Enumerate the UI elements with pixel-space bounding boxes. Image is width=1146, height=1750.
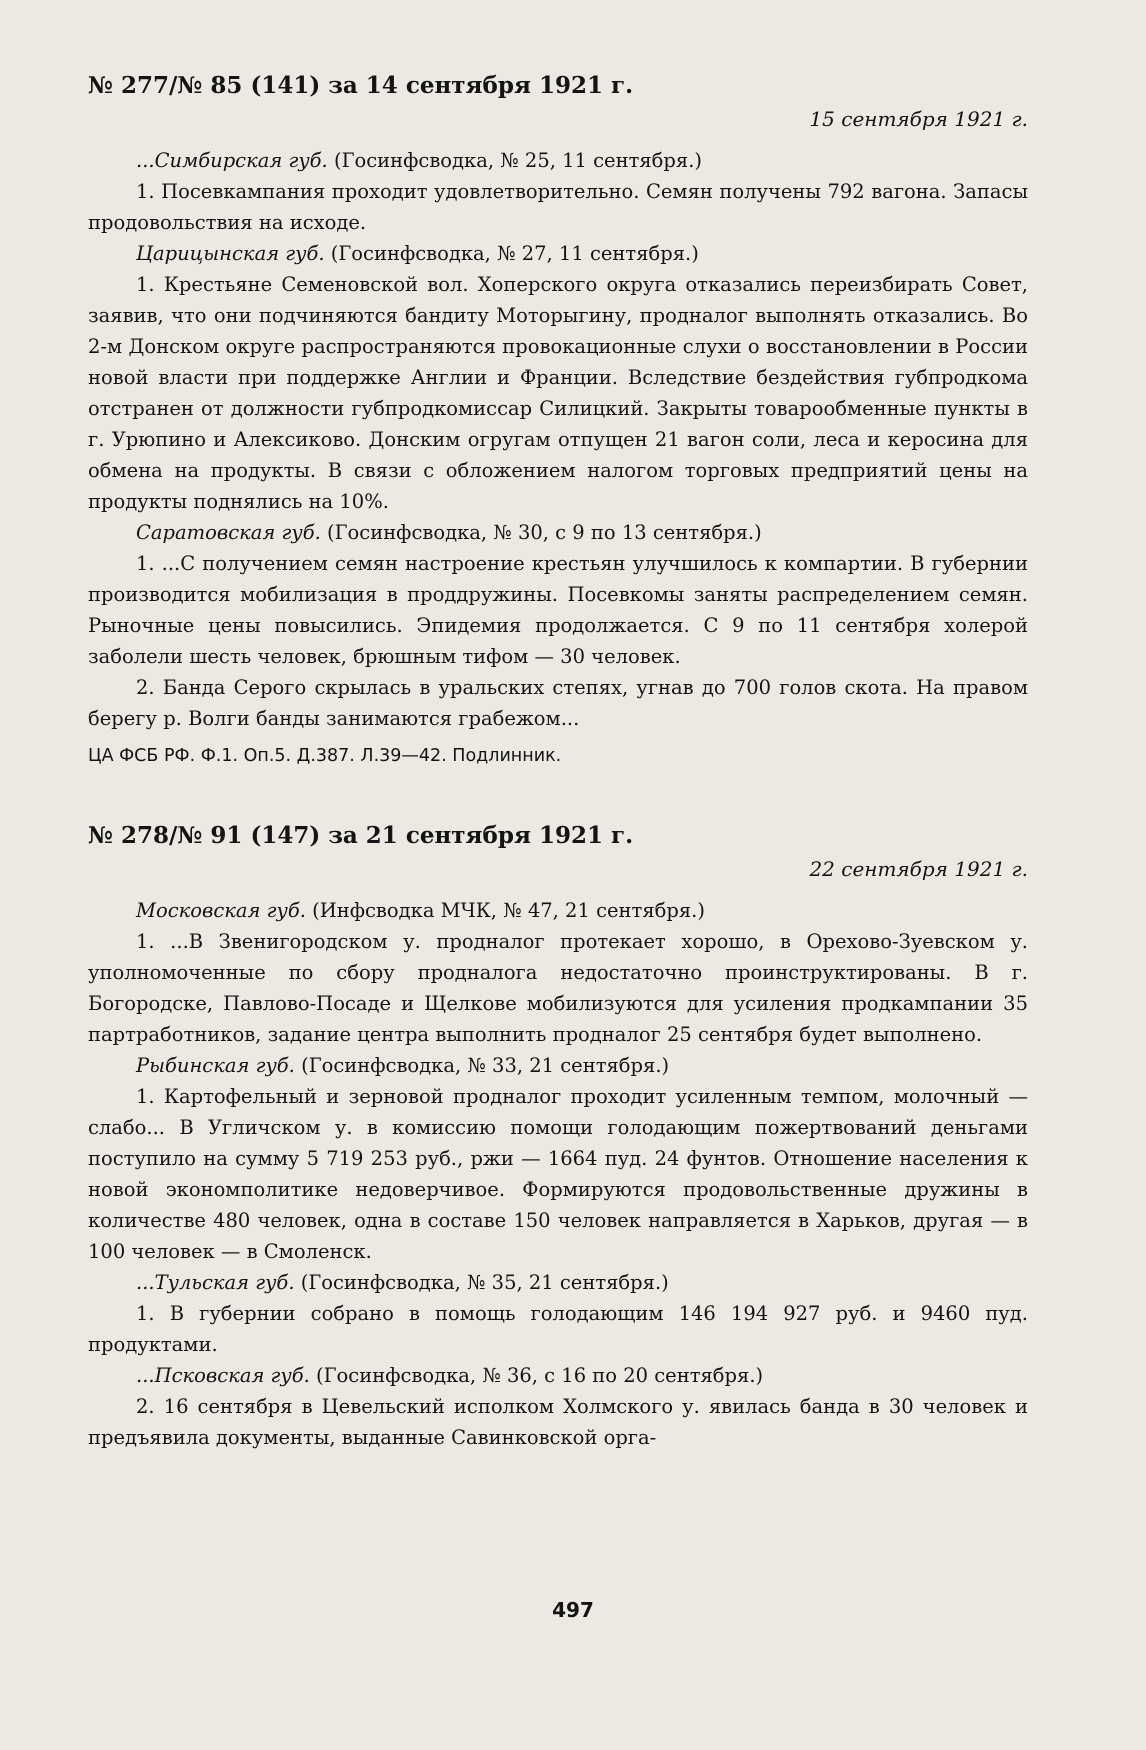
entry-date: 15 сентября 1921 г.: [809, 107, 1028, 131]
region-name: Московская губ.: [136, 899, 306, 922]
region-source: (Инфсводка МЧК, № 47, 21 сентября.): [305, 899, 705, 922]
region-line: [88, 1360, 1028, 1391]
region-name: ...Тульская губ.: [136, 1271, 295, 1294]
page-number: 497: [552, 1598, 594, 1622]
report-paragraph: 1. ...В Звенигородском у. продналог протекает хорошо, в Орехово-Зуевском у. уполномоченные по сбору продналога недостаточно проинструктированы. В г. Богородске, Павлово-Посаде и Щелкове мобилизуются для усиления продкампании 35 партработников, задание центра выполнить продналог 25 сентября будет выполнено.: [88, 930, 1028, 1046]
region-source: (Госинфсводка, № 36, с 16 по 20 сентября.): [309, 1364, 764, 1387]
report-paragraph: 2. 16 сентября в Цевельский исполком Холмского у. явилась банда в 30 человек и предъявила документы, выданные Савинковской орга-: [88, 1395, 1028, 1449]
region-source: (Госинфсводка, № 33, 21 сентября.): [294, 1054, 670, 1077]
region-line: [88, 1267, 1028, 1298]
report-paragraph: 2. Банда Серого скрылась в уральских степях, угнав до 700 голов скота. На правом берегу р. Волги банды занимаются грабежом...: [88, 676, 1028, 730]
archive-reference: ЦА ФСБ РФ. Ф.1. Оп.5. Д.387. Л.39—42. Подлинник.: [88, 746, 562, 766]
region-source: (Госинфсводка, № 25, 11 сентября.): [327, 149, 703, 172]
region-source: (Госинфсводка, № 30, с 9 по 13 сентября.): [320, 521, 762, 544]
region-name: Саратовская губ.: [136, 521, 321, 544]
region-source: (Госинфсводка, № 27, 11 сентября.): [324, 242, 699, 265]
report-paragraph: 1. В губернии собрано в помощь голодающим 146 194 927 руб. и 9460 пуд. продуктами.: [88, 1302, 1028, 1356]
region-line: [88, 1050, 1028, 1081]
document-entry-278: [88, 822, 1028, 1453]
region-name: Царицынская губ.: [136, 242, 325, 265]
entry-heading: № 278/№ 91 (147) за 21 сентября 1921 г.: [88, 822, 634, 849]
region-line: [88, 238, 1028, 269]
region-source: (Госинфсводка, № 35, 21 сентября.): [294, 1271, 669, 1294]
region-name: ...Псковская губ.: [136, 1364, 310, 1387]
entry-date: 22 сентября 1921 г.: [809, 857, 1028, 881]
report-paragraph: 1. Посевкампания проходит удовлетворительно. Семян получены 792 вагона. Запасы продовольствия на исходе.: [88, 180, 1028, 234]
region-name: Рыбинская губ.: [136, 1054, 295, 1077]
region-name: ...Симбирская губ.: [136, 149, 328, 172]
entry-heading: № 277/№ 85 (141) за 14 сентября 1921 г.: [88, 72, 634, 99]
report-paragraph: 1. Крестьяне Семеновской вол. Хоперского округа отказались переизбирать Совет, заявив, что они подчиняются бандиту Моторыгину, продналог выполнять отказались. Во 2-м Донском округе распространяются провокационные слухи о восстановлении в России новой власти при поддержке Англии и Франции. Вследствие бездействия губпродкома отстранен от должности губпродкомиссар Силицкий. Закрыты товарообменные пункты в г. Урюпино и Алексиково. Донским огругам отпущен 21 вагон соли, леса и керосина для обмена на продукты. В связи с обложением налогом торговых предприятий цены на продукты поднялись на 10%.: [88, 273, 1028, 513]
region-line: [88, 145, 1028, 176]
report-paragraph: 1. ...С получением семян настроение крестьян улучшилось к компартии. В губернии производится мобилизация в проддружины. Посевкомы заняты распределением семян. Рыночные цены повысились. Эпидемия продолжается. С 9 по 11 сентября холерой заболели шесть человек, брюшным тифом — 30 человек.: [88, 552, 1028, 668]
region-line: [88, 895, 1028, 926]
document-entry-277: [88, 72, 1028, 766]
region-line: [88, 517, 1028, 548]
report-paragraph: 1. Картофельный и зерновой продналог проходит усиленным темпом, молочный — слабо... В Угличском у. в комиссию помощи голодающим пожертвований деньгами поступило на сумму 5 719 253 руб., ржи — 1664 пуд. 24 фунтов. Отношение населения к новой экономполитике недоверчивое. Формируются продовольственные дружины в количестве 480 человек, одна в составе 150 человек направляется в Харьков, другая — в 100 человек — в Смоленск.: [88, 1085, 1028, 1263]
